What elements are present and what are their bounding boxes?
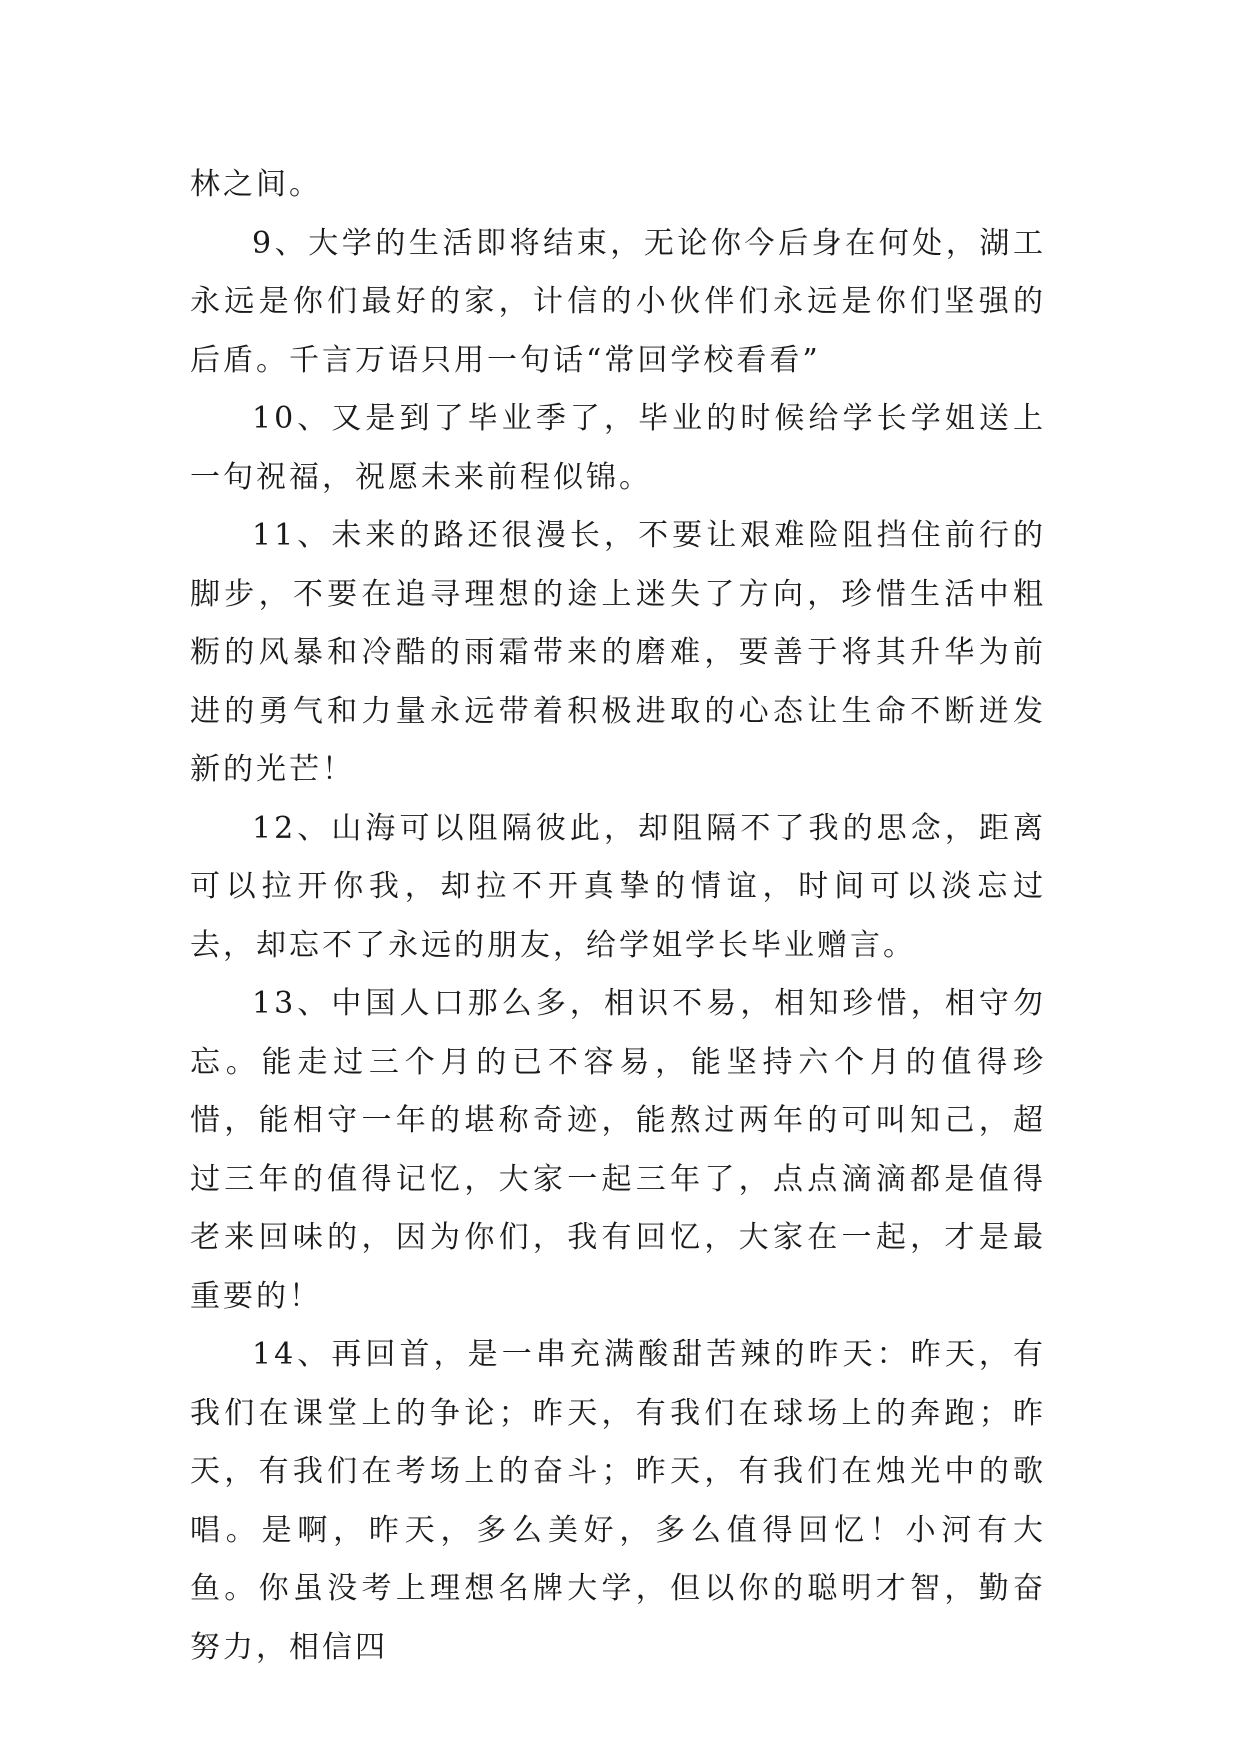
paragraph-item-10: 10、又是到了毕业季了，毕业的时候给学长学姐送上一句祝福，祝愿未来前程似锦。 bbox=[190, 401, 1046, 495]
paragraph-item-14: 14、再回首，是一串充满酸甜苦辣的昨天：昨天，有我们在课堂上的争论；昨天，有我们在球场上的奔跑；昨天，有我们在考场上的奋斗；昨天，有我们在烛光中的歌唱。是啊，昨天，多么美好，多么值得回忆！小河有大鱼。你虽没考上理想名牌大学，但以你的聪明才智，勤奋努力，相信四 bbox=[190, 1337, 1046, 1665]
document-body bbox=[190, 156, 1046, 1677]
paragraph-item-12: 12、山海可以阻隔彼此，却阻隔不了我的思念，距离可以拉开你我，却拉不开真挚的情谊，时间可以淡忘过去，却忘不了永远的朋友，给学姐学长毕业赠言。 bbox=[190, 810, 1046, 963]
paragraph-item-13: 13、中国人口那么多，相识不易，相知珍惜，相守勿忘。能走过三个月的已不容易，能坚持六个月的值得珍惜，能相守一年的堪称奇迹，能熬过两年的可叫知己，超过三年的值得记忆，大家一起三年了，点点滴滴都是值得老来回味的，因为你们，我有回忆，大家在一起，才是最重要的！ bbox=[190, 986, 1046, 1314]
paragraph-item-9: 9、大学的生活即将结束，无论你今后身在何处，湖工永远是你们最好的家，计信的小伙伴们永远是你们坚强的后盾。千言万语只用一句话“常回学校看看” bbox=[190, 225, 1046, 378]
paragraph-continuation: 林之间。 bbox=[190, 167, 322, 202]
paragraph-item-11: 11、未来的路还很漫长，不要让艰难险阻挡住前行的脚步，不要在追寻理想的途上迷失了方向，珍惜生活中粗粝的风暴和冷酷的雨霜带来的磨难，要善于将其升华为前进的勇气和力量永远带着积极进取的心态让生命不断迸发新的光芒！ bbox=[190, 518, 1046, 787]
